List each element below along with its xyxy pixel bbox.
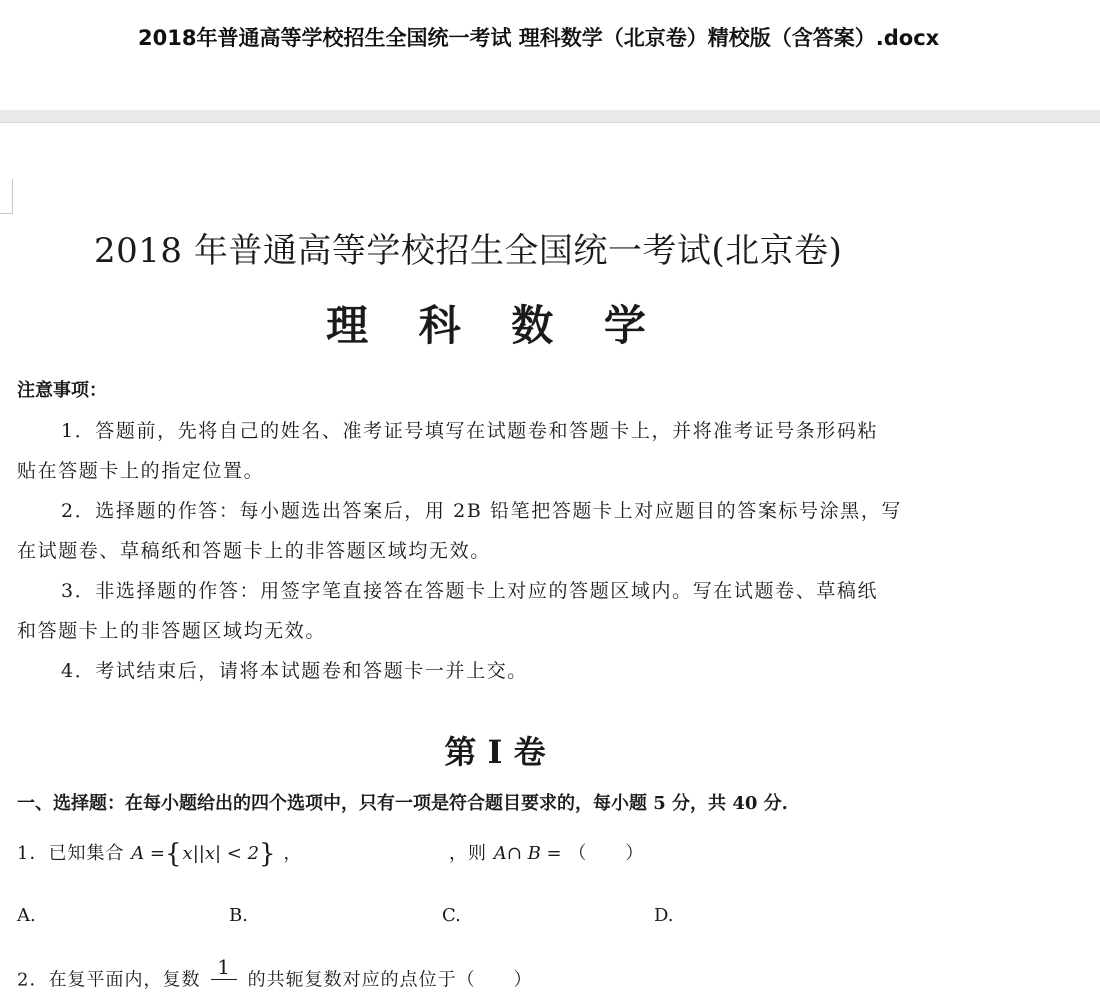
page-corner-mark [0, 179, 13, 214]
option-c: C. [442, 905, 461, 926]
notice-item-4 [17, 651, 979, 691]
document-title: 2018年普通高等学校招生全国统一考试 理科数学（北京卷）精校版（含答案）.docx [138, 26, 940, 50]
notice-item-1 [17, 411, 979, 491]
notice-item-2 [17, 491, 979, 571]
option-b: B. [229, 905, 248, 926]
math-expression: x||x| < 2 [182, 843, 260, 864]
notice-line: 4．考试结束后，请将本试题卷和答题卡一并上交。 [61, 660, 528, 682]
answer-blank: （ ） [568, 843, 645, 864]
question-text: 1．已知集合 [17, 843, 125, 864]
question-text: ， [283, 843, 303, 864]
notice-item-3 [17, 571, 979, 651]
question-2 [17, 955, 533, 1000]
right-brace: } [259, 839, 277, 869]
document-page [0, 123, 1100, 990]
notice-line: 3．非选择题的作答：用签字笔直接答在答题卡上对应的答题区域内。写在试题卷、草稿纸 [61, 580, 879, 602]
page-gutter [0, 110, 1100, 123]
notice-line: 在试题卷、草稿纸和答题卡上的非答题区域均无效。 [17, 540, 491, 562]
fraction-denominator [211, 980, 237, 994]
fraction [211, 955, 237, 994]
question-text: ，则 [449, 843, 488, 864]
exam-title: 2018 年普通高等学校招生全国统一考试(北京卷) [94, 231, 843, 271]
section-instruction: 一、选择题：在每小题给出的四个选项中，只有一项是符合题目要求的，每小题 5 分，共 40 分. [17, 793, 788, 814]
notice-line: 2．选择题的作答：每小题选出答案后，用 2B 铅笔把答题卡上对应题目的答案标号涂黑，写 [61, 500, 903, 522]
question-text: 2．在复平面内，复数 [17, 969, 201, 991]
math-expression: A∩ B = [493, 843, 562, 864]
notice-line: 1．答题前，先将自己的姓名、准考证号填写在试题卷和答题卡上，并将准考证号条形码粘 [61, 420, 879, 442]
notice-line: 和答题卡上的非答题区域均无效。 [17, 620, 327, 642]
left-brace: { [165, 839, 183, 869]
question-1 [17, 839, 644, 869]
subject-title: 理 科 数 学 [326, 301, 664, 350]
notice-heading: 注意事项： [17, 380, 107, 401]
title-bar [0, 0, 1100, 110]
notice-line: 贴在答题卡上的指定位置。 [17, 460, 265, 482]
option-d: D. [654, 905, 674, 926]
fraction-numerator: 1 [211, 955, 237, 980]
math-expression: A = [131, 843, 165, 864]
question-text: 的共轭复数对应的点位于（ ） [247, 969, 533, 991]
option-a: A. [17, 905, 36, 926]
section-title: 第 I 卷 [444, 733, 546, 771]
